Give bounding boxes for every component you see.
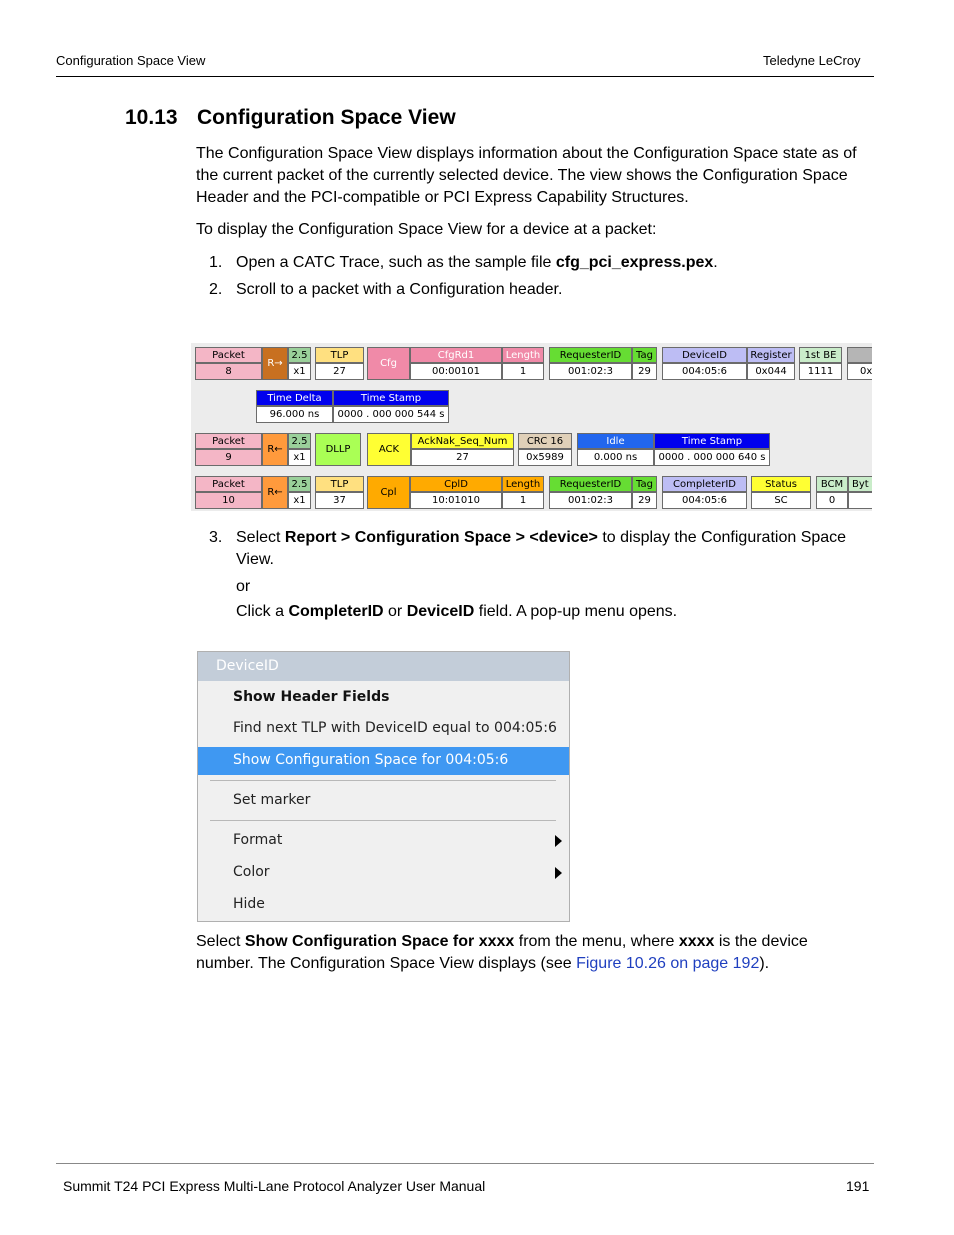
requester-id-value[interactable]: 001:02:3 (549, 492, 632, 509)
menu-item-show-header-fields[interactable]: Show Header Fields (233, 689, 390, 705)
sample-file-name: cfg_pci_express.pex (555, 254, 714, 271)
tlp-label: TLP (315, 476, 364, 492)
footer-title: Summit T24 PCI Express Multi-Lane Protocol Analyzer User Manual (63, 1178, 486, 1194)
menu-item-format[interactable]: Format (198, 827, 569, 855)
next-field-label (847, 347, 872, 363)
completer-id-value[interactable]: 004:05:6 (662, 492, 747, 509)
requester-id-value[interactable]: 001:02:3 (549, 363, 632, 380)
direction-field[interactable]: R← (262, 433, 288, 466)
next-field-value[interactable]: 0x (847, 363, 872, 380)
step-number: 1. (209, 254, 223, 271)
bcm-label: BCM (816, 476, 848, 492)
crc-label: CRC 16 (518, 433, 572, 449)
step-2: 2. Scroll to a packet with a Configuration header. (0, 279, 954, 301)
time-stamp-label: Time Stamp (333, 390, 449, 406)
time-delta-value[interactable]: 96.000 ns (256, 406, 333, 423)
submenu-arrow-icon (555, 835, 562, 847)
section-number: 10.13 (125, 106, 178, 129)
cfgrd-label: CfgRd1 (410, 347, 502, 363)
menu-title-bar (198, 652, 569, 681)
status-label: Status (751, 476, 811, 492)
tag-value[interactable]: 29 (632, 492, 657, 509)
seq-num-value[interactable]: 27 (411, 449, 514, 466)
first-be-label: 1st BE (799, 347, 842, 363)
packet-label: Packet (195, 433, 262, 449)
status-value[interactable]: SC (751, 492, 811, 509)
packet-number[interactable]: 9 (195, 449, 262, 466)
register-value[interactable]: 0x044 (747, 363, 795, 380)
requester-id-label: RequesterID (549, 347, 632, 363)
length-label: Length (502, 476, 544, 492)
time-stamp-label: Time Stamp (654, 433, 770, 449)
step-number: 3. (209, 529, 223, 546)
speed-label: 2.5 (288, 347, 311, 363)
idle-value[interactable]: 0.000 ns (577, 449, 654, 466)
time-delta-label: Time Delta (256, 390, 333, 406)
lane-width: x1 (288, 492, 311, 509)
length-label: Length (502, 347, 544, 363)
first-be-value[interactable]: 1111 (799, 363, 842, 380)
tag-label: Tag (632, 347, 657, 363)
requester-id-label: RequesterID (549, 476, 632, 492)
seq-num-label: AckNak_Seq_Num (411, 433, 514, 449)
menu-item-show-configuration-space[interactable]: Show Configuration Space for 004:05:6 (198, 747, 569, 775)
menu-item-color[interactable]: Color (198, 859, 569, 887)
time-stamp-value[interactable]: 0000 . 000 000 640 s (654, 449, 770, 466)
packet-number[interactable]: 10 (195, 492, 262, 509)
speed-label: 2.5 (288, 433, 311, 449)
direction-field[interactable]: R→ (262, 347, 288, 380)
menu-separator (210, 820, 556, 821)
menu-path: Report > Configuration Space > <device> (284, 529, 598, 546)
tag-label: Tag (632, 476, 657, 492)
device-id-value[interactable]: 004:05:6 (662, 363, 747, 380)
section-title: Configuration Space View (197, 106, 456, 129)
instruction-paragraph: To display the Configuration Space View for a device at a packet: (196, 221, 657, 238)
time-stamp-value[interactable]: 0000 . 000 000 544 s (333, 406, 449, 423)
or-text: or (236, 578, 251, 595)
packet-label: Packet (195, 476, 262, 492)
device-id-label: DeviceID (662, 347, 747, 363)
crc-value[interactable]: 0x5989 (518, 449, 572, 466)
cfg-type-field[interactable]: Cfg (367, 347, 410, 380)
tlp-number: 37 (315, 492, 364, 509)
cpld-label: CplD (410, 476, 502, 492)
ack-field[interactable]: ACK (367, 433, 411, 466)
completer-id-label: CompleterID (662, 476, 747, 492)
cfgrd-value[interactable]: 00:00101 (410, 363, 502, 380)
footer-rule (56, 1163, 874, 1164)
menu-item-set-marker[interactable]: Set marker (233, 792, 311, 808)
speed-label: 2.5 (288, 476, 311, 492)
lane-width: x1 (288, 363, 311, 380)
trace-view (191, 343, 872, 511)
menu-item-hide[interactable]: Hide (233, 896, 265, 912)
length-value[interactable]: 1 (502, 492, 544, 509)
tlp-number: 27 (315, 363, 364, 380)
section-heading (125, 106, 456, 130)
register-label: Register (747, 347, 795, 363)
packet-label: Packet (195, 347, 262, 363)
step-1: 1. Open a CATC Trace, such as the sample file cfg_pci_express.pex. (0, 252, 954, 274)
page-number: 191 (846, 1178, 870, 1194)
idle-label: Idle (577, 433, 654, 449)
bcm-value[interactable]: 0 (816, 492, 848, 509)
closing-paragraph: Select Show Configuration Space for xxxx from the menu, where xxxx is the device number. The Configuration Space View displays (see Figure 10.26 on page 192). (196, 933, 808, 972)
dllp-field[interactable]: DLLP (315, 433, 361, 466)
running-header-right: Teledyne LeCroy (763, 53, 861, 68)
menu-item-find-next-tlp[interactable]: Find next TLP with DeviceID equal to 004:05:6 (233, 720, 557, 736)
lane-width: x1 (288, 449, 311, 466)
running-header-left: Configuration Space View (56, 53, 206, 68)
step-3: 3. Select Report > Configuration Space > <device> to display the Configuration Space View. (209, 529, 847, 568)
cpl-type-field[interactable]: Cpl (367, 476, 410, 509)
click-instruction: Click a CompleterID or DeviceID field. A pop-up menu opens. (236, 603, 678, 620)
intro-paragraph: The Configuration Space View displays information about the Configuration Space state as of the current packet of the currently selected device. The view shows the Configuration Space Header and the PCI-compatible or PCI Express Capability Structures. (196, 145, 857, 206)
length-value[interactable]: 1 (502, 363, 544, 380)
packet-number[interactable]: 8 (195, 363, 262, 380)
header-rule (56, 76, 874, 77)
menu-separator (210, 780, 556, 781)
menu-title: DeviceID (216, 658, 279, 674)
direction-field[interactable]: R← (262, 476, 288, 509)
tag-value[interactable]: 29 (632, 363, 657, 380)
byte-count-label: Byt (848, 476, 872, 492)
byte-count-value[interactable] (848, 492, 872, 509)
context-menu (197, 651, 570, 922)
tlp-label: TLP (315, 347, 364, 363)
submenu-arrow-icon (555, 867, 562, 879)
figure-link[interactable]: Figure 10.26 on page 192 (576, 955, 760, 972)
cpld-value[interactable]: 10:01010 (410, 492, 502, 509)
step-number: 2. (209, 281, 223, 298)
